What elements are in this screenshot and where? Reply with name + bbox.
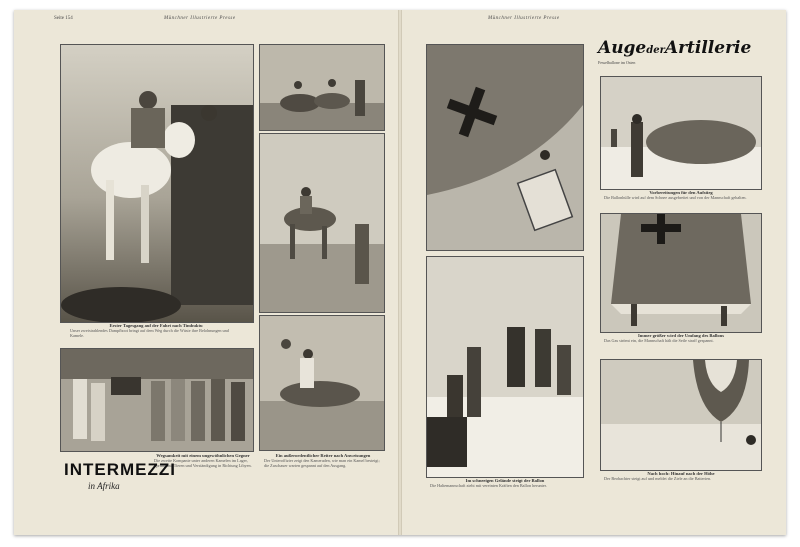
caption-title: Wegsamkeit mit einem ungewöhnlichen Gegner [156, 453, 250, 458]
photo-balloon-cross [426, 44, 584, 251]
caption-title: Nach hoch: Hinauf nach der Höhe [647, 471, 715, 476]
caption-balloon-crew [604, 190, 758, 200]
title-word-2: der [646, 45, 665, 56]
magazine-spread [14, 10, 786, 535]
photo-balloon-rising-image [601, 360, 761, 470]
caption-body: Die Haltemannschaft zieht mit vereinten Kräften den Ballon herunter. [430, 483, 547, 489]
page-header: Münchner Illustrierte Presse [164, 16, 236, 21]
caption-snow-crew [430, 478, 580, 488]
photo-camel-mount [259, 315, 385, 451]
photo-soldiers-group-image [61, 349, 253, 451]
caption-title: Erster Tagesgang auf der Fahrt nach Timbuktu [109, 323, 203, 328]
caption-body: Die Ballonhülle wird auf dem Schnee ausgebreitet und von der Mannschaft gehalten. [604, 195, 747, 201]
title-word-1: Auge [598, 38, 647, 58]
photo-camel-rider [60, 44, 254, 323]
photo-balloon-crew-image [601, 77, 761, 189]
article-title: INTERMEZZI [64, 460, 176, 479]
photo-camel-rider-image [61, 45, 253, 322]
caption-balloon-rising [604, 471, 758, 481]
caption-camel-mount [264, 453, 382, 469]
photo-soldiers-group [60, 348, 254, 452]
caption-title: Im schneeigen Gelände steigt der Ballon [465, 478, 545, 483]
photo-camel-race [259, 133, 385, 313]
photo-riders [259, 44, 385, 131]
caption-title: Vorbereitungen für den Aufstieg [649, 190, 713, 195]
left-page [14, 10, 398, 535]
right-page [402, 10, 786, 535]
photo-balloon-hull [600, 213, 762, 333]
photo-balloon-cross-image [427, 45, 583, 250]
photo-camel-mount-image [260, 316, 384, 450]
photo-snow-crew [426, 256, 584, 478]
title-word-3: Artillerie [664, 38, 752, 58]
photo-balloon-crew [600, 76, 762, 190]
caption-balloon-hull [604, 333, 758, 343]
photo-balloon-rising [600, 359, 762, 471]
photo-snow-crew-image [427, 257, 583, 477]
article-subtitle: in Afrika [88, 481, 120, 491]
caption-body: Die zweite Kompanie unter anderen Kamelen im Lager, Sprung mit Tieren und Verständigung in Richtung Libyen. [154, 458, 252, 469]
article-title [598, 38, 751, 58]
photo-riders-image [260, 45, 384, 130]
caption-body: Der Unteroffizier zeigt den Kameraden, wie man ein Kamel besteigt; die Zuschauer warten gespannt auf den Ausgang. [264, 458, 380, 469]
caption-body: Der Beobachter steigt auf und meldet die Ziele an die Batterien. [604, 476, 712, 482]
page-number: Seite 154 [54, 16, 73, 21]
page-header: Münchner Illustrierte Presse [488, 16, 560, 21]
article-subtitle: Fesselballone im Osten [598, 60, 636, 65]
caption-title: Immer größer wird der Umfang des Ballons [637, 333, 724, 338]
photo-camel-race-image [260, 134, 384, 312]
caption-body: Unser zweistrahlendes Dampfboot bringt auf dem Weg durch die Wüste ihre Belohnungen und Kamele. [70, 328, 229, 339]
caption-camel-rider [70, 323, 242, 339]
caption-body: Das Gas strömt ein, die Mannschaft hält die Seile straff gespannt. [604, 338, 714, 344]
caption-title: Ein außerordentlicher Reiter nach Anweisungen [275, 453, 371, 458]
photo-balloon-hull-image [601, 214, 761, 332]
